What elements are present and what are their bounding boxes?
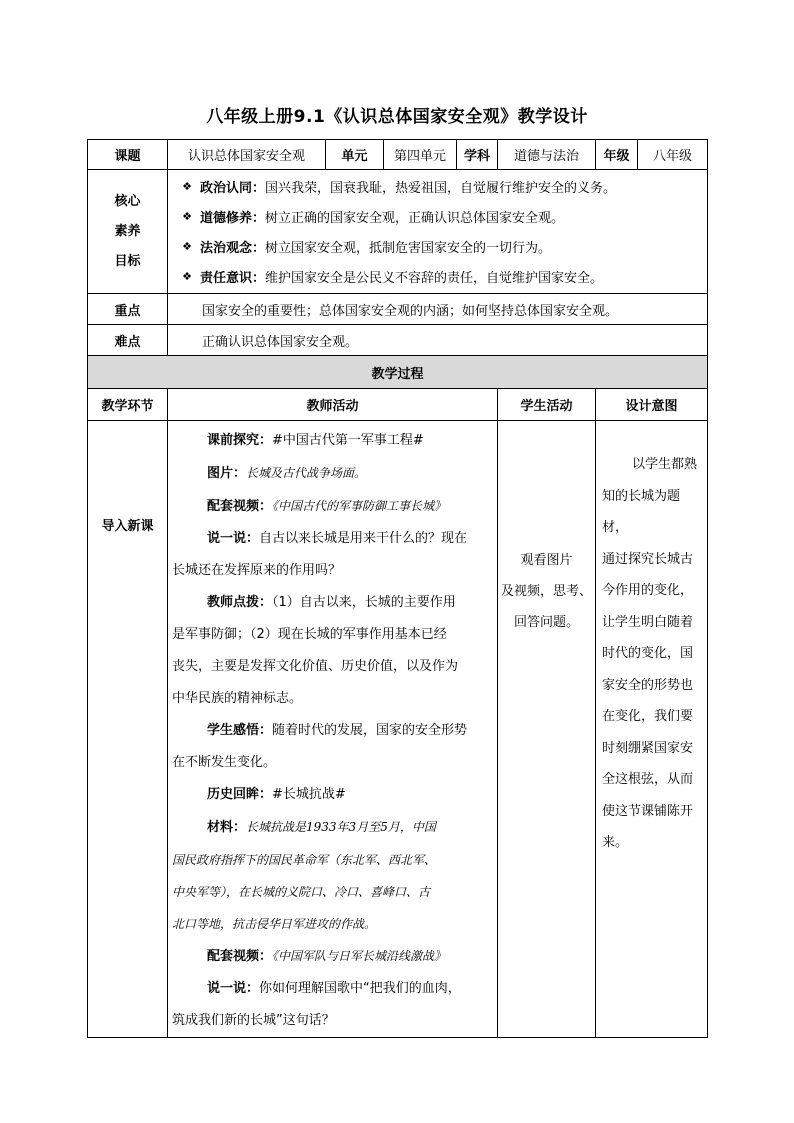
diamond-bullet-icon: ❖ (182, 240, 192, 253)
difficult-label: 难点 (88, 325, 168, 356)
diamond-bullet-icon: ❖ (182, 270, 192, 283)
difficult-row (88, 325, 708, 356)
goal-item: ❖ 法治观念： 树立国家安全观，抵制危害国家安全的一切行为。 (168, 232, 707, 262)
key-text: 国家安全的重要性；总体国家安全观的内涵；如何坚持总体国家安全观。 (168, 294, 708, 325)
unit-value: 第四单元 (384, 140, 457, 170)
design-intent: 以学生都熟 知的长城为题材， 通过探究长城古 今作用的变化， 让学生明白随着 时代的变化，国 家安全的形势也 在变化，我们要 时刻绷紧国家安 全这根弦，从而 使这节课铺陈开 来。 (596, 421, 708, 1038)
unit-label: 单元 (326, 140, 384, 170)
grade-label: 年级 (596, 140, 638, 170)
diamond-bullet-icon: ❖ (182, 210, 192, 223)
goal-item: ❖ 道德修养： 树立正确的国家安全观，正确认识总体国家安全观。 (168, 202, 707, 232)
lesson-plan-table (87, 139, 708, 1038)
col-intent: 设计意图 (596, 389, 708, 421)
stage-name: 导入新课 (88, 421, 168, 1038)
course-row (88, 140, 708, 170)
key-label: 重点 (88, 294, 168, 325)
col-teacher: 教师活动 (168, 389, 498, 421)
process-header-row (88, 356, 708, 389)
key-row (88, 294, 708, 325)
goal-item: ❖ 责任意识： 维护国家安全是公民义不容辞的责任，自觉维护国家安全。 (168, 262, 707, 292)
intro-row (88, 421, 708, 1038)
grade-value: 八年级 (638, 140, 708, 170)
page-title: 八年级上册9.1《认识总体国家安全观》教学设计 (206, 107, 588, 127)
process-header: 教学过程 (88, 356, 708, 389)
student-activity: 观看图片 及视频，思考、 回答问题。 (498, 421, 596, 1038)
subject-value: 道德与法治 (498, 140, 596, 170)
col-student: 学生活动 (498, 389, 596, 421)
core-label: 核心 素养 目标 (88, 170, 168, 294)
core-row (88, 170, 708, 294)
difficult-text: 正确认识总体国家安全观。 (168, 325, 708, 356)
core-goals (168, 170, 708, 294)
course-label: 课题 (88, 140, 168, 170)
diamond-bullet-icon: ❖ (182, 180, 192, 193)
subject-label: 学科 (457, 140, 498, 170)
col-stage: 教学环节 (88, 389, 168, 421)
course-value: 认识总体国家安全观 (168, 140, 326, 170)
goal-item: ❖ 政治认同： 国兴我荣，国衰我耻，热爱祖国，自觉履行维护安全的义务。 (168, 172, 707, 202)
column-header-row (88, 389, 708, 421)
teacher-activity: 课前探究：#中国古代第一军事工程# 图片：长城及古代战争场面。 配套视频：《中国古代的军事防御工事长城》 说一说：自古以来长城是用来干什么的？现在 长城还在发挥原来的作用吗？ 教师点拨：（1）自古以来，长城的主要作用 是军事防御；（2）现在长城的军事作用基本已经 丧失，主要是发挥文化价值、历史价值，以及作为 中华民族的精神标志。 学生感悟：随着时代的发展，国家的安全形势 在不断发生变化。 历史回眸：#长城抗战# 材料：长城抗战是1933年3月至5月，中国 国民政府指挥下的国民革命军（东北军、西北军、 中央军等），在长城的义院口、冷口、喜峰口、古 北口等地，抗击侵华日军进攻的作战。 配套视频：《中国军队与日军长城沿线激战》 说一说：你如何理解国歌中“把我们的血肉， 筑成我们新的长城”这句话？ (168, 421, 498, 1038)
